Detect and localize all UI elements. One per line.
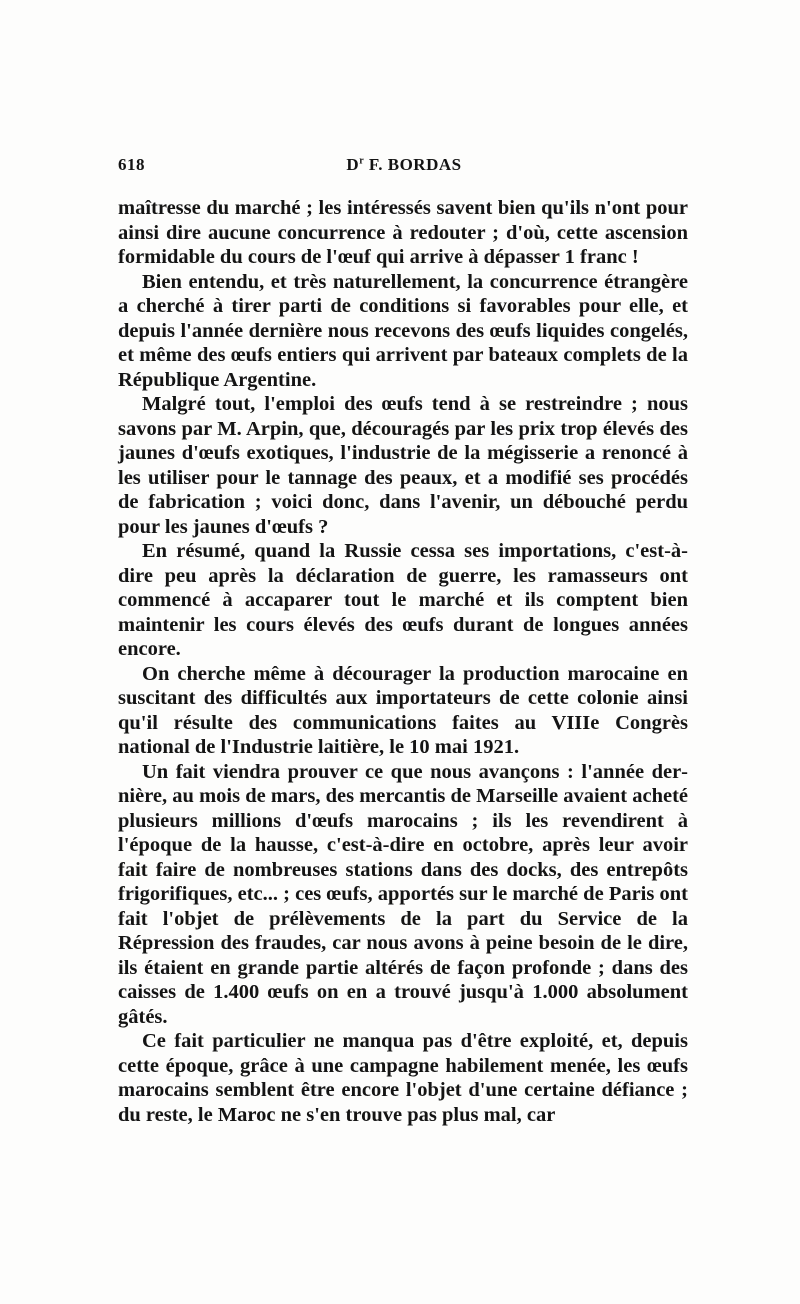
paragraph-continued: maîtresse du marché ; les intéressés savent bien qu'ils n'ont pour ainsi dire aucune concurrence à redouter ; d'où, cette ascension formidable du cours de l'œuf qui arrive à dépasser 1 franc ! bbox=[118, 197, 688, 268]
paragraph-egg-usage: Malgré tout, l'emploi des œufs tend à se restreindre ; nous savons par M. Arpin, que, découragés par les prix trop élevés des jaunes d'œufs exotiques, l'industrie de la mégisserie a renoncé à les utiliser pour le tannage des peaux, et a modifié ses procédés de fabrication ; voici donc, dans l'avenir, un débouché perdu pour les jaunes d'œufs ? bbox=[118, 393, 688, 538]
paragraph-foreign-competition: Bien entendu, et très naturellement, la concurrence étrangère a cherché à tirer parti de conditions si favorables pour elle, et depuis l'année dernière nous recevons des œufs liquides congelés, et même des œufs entiers qui arrivent par bateaux complets de la République Argentine. bbox=[118, 270, 688, 391]
page-number: 618 bbox=[118, 155, 145, 174]
author-title-prefix-sup: r bbox=[359, 155, 365, 167]
paragraph-marseille-case: Un fait viendra prouver ce que nous avançons : l'année dernière, au mois de mars, des mercantis de Marseille avaient acheté plusieurs millions d'œufs marocains ; ils les revendirent à l'époque de la hausse, c'est-à-dire en octobre, après leur avoir fait faire de nombreuses stations dans des docks, des entrepôts frigorifiques, etc... ; ces œufs, apportés sur le marché de Paris ont fait l'objet de prélèvements de la part du Service de la Répression des fraudes, car nous avons à peine besoin de le dire, ils étaient en grande partie altérés de façon profonde ; dans des caisses de 1.400 œufs on en a trouvé jusqu'à 1.000 absolument gâtés. bbox=[118, 760, 688, 1028]
paragraph-summary-russia: En résumé, quand la Russie cessa ses importations, c'est-à-dire peu après la déclaration de guerre, les ramasseurs ont commencé à accaparer tout le marché et ils comptent bien maintenir les cours élevés des œufs durant de longues années encore. bbox=[118, 540, 688, 660]
running-title bbox=[118, 155, 690, 175]
paragraph-moroccan-production: On cherche même à décourager la production marocaine en suscitant des difficultés aux importateurs de cette colonie ainsi qu'il résulte des communications faites au VIIIe Congrès national de l'Industrie laitière, le 10 mai 1921. bbox=[118, 662, 688, 758]
running-head bbox=[118, 155, 690, 185]
author-name: F. BORDAS bbox=[364, 155, 462, 174]
paragraph-moroccan-distrust: Ce fait particulier ne manqua pas d'être exploité, et, depuis cette époque, grâce à une campagne habilement menée, les œufs marocains semblent être encore l'objet d'une certaine défiance ; du reste, le Maroc ne s'en trouve pas plus mal, car bbox=[118, 1030, 688, 1126]
body-text bbox=[118, 196, 688, 1127]
author-title-prefix: D bbox=[346, 155, 360, 174]
